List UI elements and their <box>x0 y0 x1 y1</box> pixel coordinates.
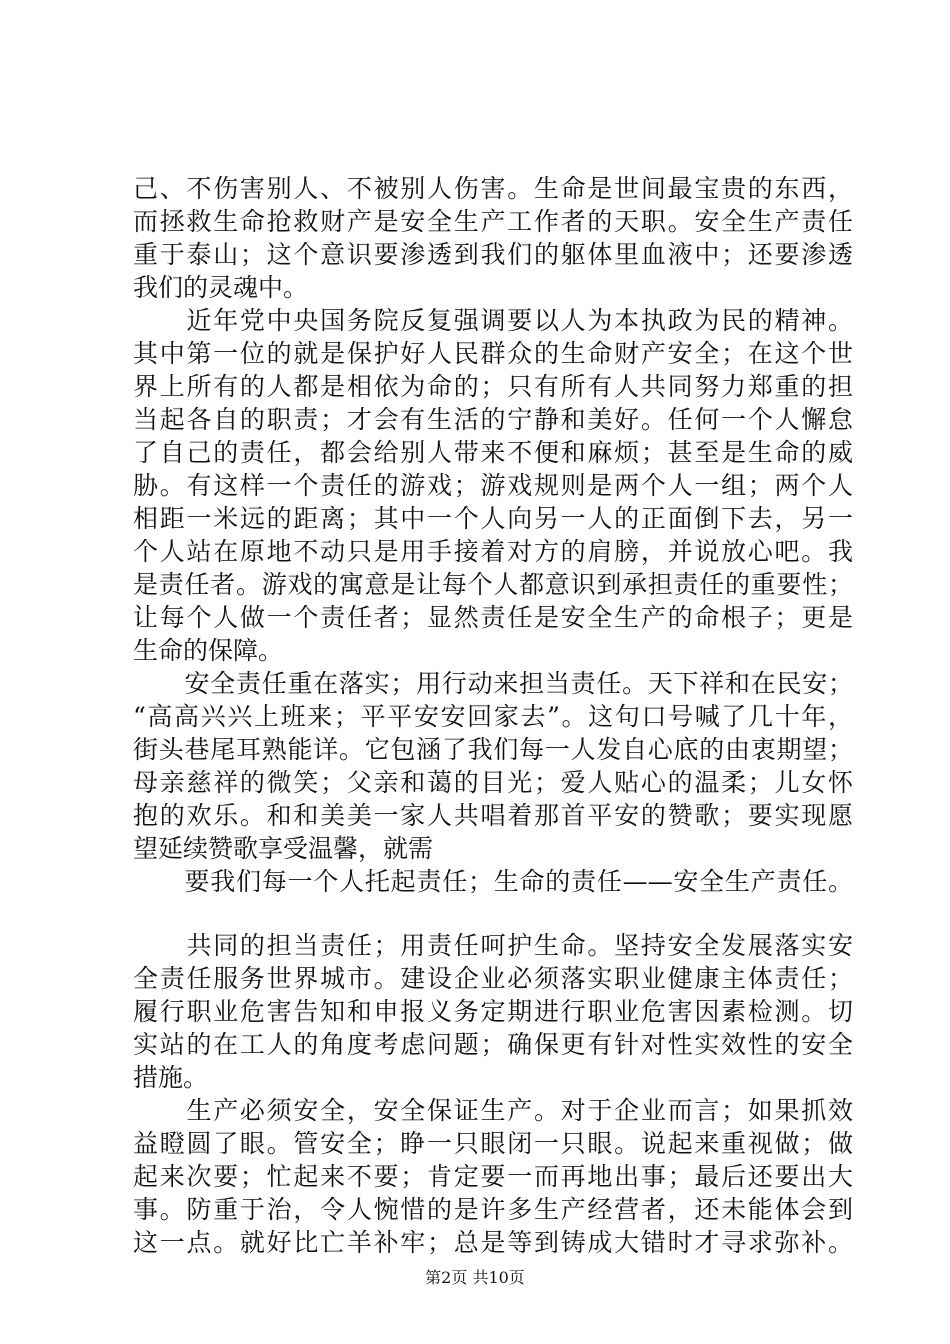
text-line: 生命的保障。 <box>133 636 284 665</box>
text-line: 措施。 <box>133 1063 209 1092</box>
text-line: 让每个人做一个责任者；显然责任是安全生产的命根子；更是 <box>133 603 853 632</box>
text-line: 重于泰山；这个意识要渗透到我们的躯体里血液中；还要渗透 <box>133 240 853 269</box>
text-line: 事。防重于治，令人惋惜的是许多生产经营者，还未能体会到 <box>133 1195 853 1224</box>
text-line: 这一点。就好比亡羊补牢；总是等到铸成大错时才寻求弥补。 <box>133 1228 853 1257</box>
text-line: 抱的欢乐。和和美美一家人共唱着那首平安的赞歌；要实现愿 <box>133 801 853 830</box>
page-number-footer: 第2页 共10页 <box>425 1268 525 1287</box>
text-line: 要我们每一个人托起责任；生命的责任——安全生产责任。 <box>133 867 853 896</box>
text-line: 实站的在工人的角度考虑问题；确保更有针对性实效性的安全 <box>133 1030 853 1059</box>
text-line: 履行职业危害告知和申报义务定期进行职业危害因素检测。切 <box>133 997 853 1026</box>
text-line: 个人站在原地不动只是用手接着对方的肩膀，并说放心吧。我 <box>133 537 853 566</box>
text-line: 街头巷尾耳熟能详。它包涵了我们每一人发自心底的由衷期望； <box>133 735 853 764</box>
text-line: 当起各自的职责；才会有生活的宁静和美好。任何一个人懈怠 <box>133 405 853 434</box>
text-line: “高高兴兴上班来；平平安安回家去”。这句口号喊了几十年， <box>133 702 853 731</box>
text-line: 望延续赞歌享受温馨，就需 <box>133 834 434 863</box>
text-line: 而拯救生命抢救财产是安全生产工作者的天职。安全生产责任 <box>133 207 853 236</box>
text-line: 是责任者。游戏的寓意是让每个人都意识到承担责任的重要性； <box>133 570 853 599</box>
text-line: 安全责任重在落实；用行动来担当责任。天下祥和在民安； <box>133 669 853 698</box>
text-line: 起来次要；忙起来不要；肯定要一而再地出事；最后还要出大 <box>133 1162 853 1191</box>
text-line: 其中第一位的就是保护好人民群众的生命财产安全；在这个世 <box>133 339 853 368</box>
text-line: 近年党中央国务院反复强调要以人为本执政为民的精神。 <box>133 306 853 335</box>
text-line: 己、不伤害别人、不被别人伤害。生命是世间最宝贵的东西， <box>133 174 853 203</box>
text-line: 相距一米远的距离；其中一个人向另一人的正面倒下去，另一 <box>133 504 853 533</box>
text-line: 生产必须安全，安全保证生产。对于企业而言；如果抓效 <box>133 1096 853 1125</box>
text-line: 我们的灵魂中。 <box>133 273 309 302</box>
text-line: 了自己的责任，都会给别人带来不便和麻烦；甚至是生命的威 <box>133 438 853 467</box>
text-line: 界上所有的人都是相依为命的；只有所有人共同努力郑重的担 <box>133 372 853 401</box>
text-line: 胁。有这样一个责任的游戏；游戏规则是两个人一组；两个人 <box>133 471 853 500</box>
text-line: 全责任服务世界城市。建设企业必须落实职业健康主体责任； <box>133 964 853 993</box>
text-line: 益瞪圆了眼。管安全；睁一只眼闭一只眼。说起来重视做；做 <box>133 1129 853 1158</box>
text-line: 共同的担当责任；用责任呵护生命。坚持安全发展落实安 <box>133 931 853 960</box>
text-line: 母亲慈祥的微笑；父亲和蔼的目光；爱人贴心的温柔；儿女怀 <box>133 768 853 797</box>
